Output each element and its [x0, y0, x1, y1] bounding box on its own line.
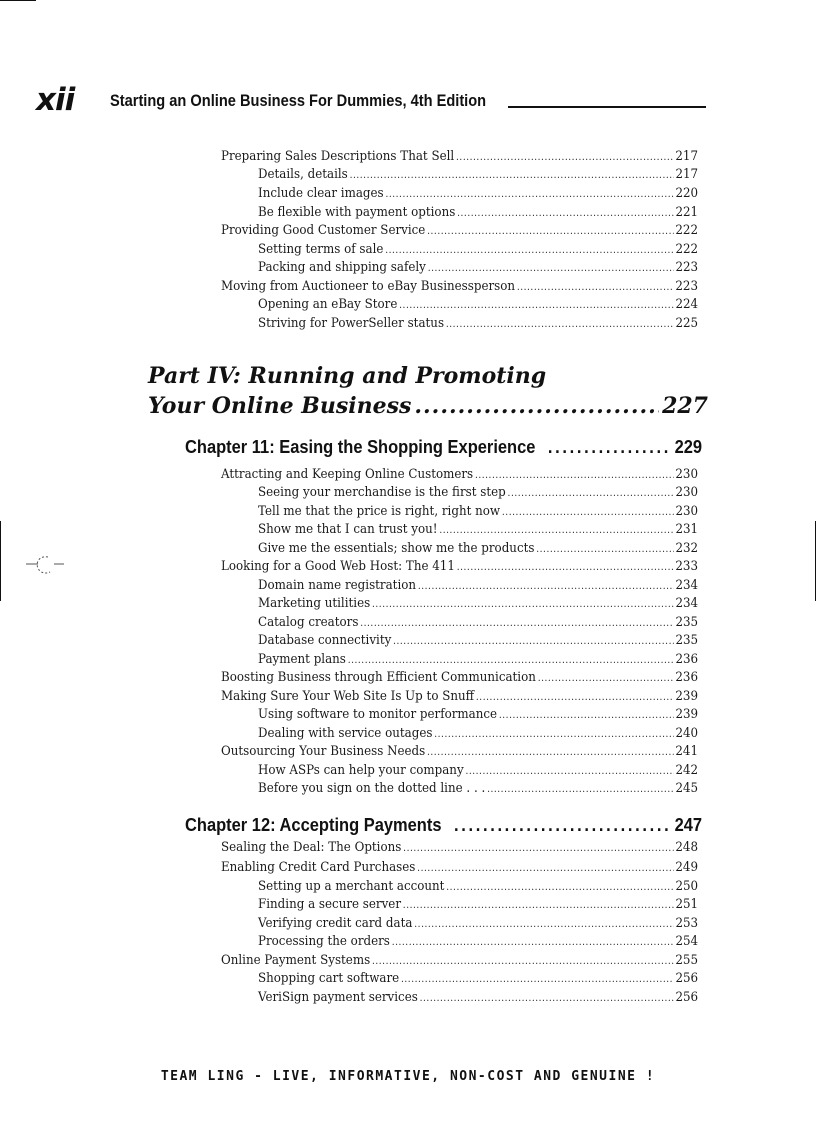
toc-entry[interactable]: Include clear images ..... 220 — [258, 185, 698, 203]
toc-entry[interactable]: How ASPs can help your company ..... 242 — [258, 762, 698, 780]
toc-entry[interactable]: Domain name registration ..... 234 — [258, 577, 698, 595]
toc-entry[interactable]: Moving from Auctioneer to eBay Businessperson ..... 223 — [221, 278, 698, 296]
toc-entry[interactable]: Before you sign on the dotted line . . . ..... 245 — [258, 780, 698, 798]
toc-entry[interactable]: VeriSign payment services ..... 256 — [258, 989, 698, 1007]
toc-entry[interactable]: Seeing your merchandise is the first step ..... 230 — [258, 484, 698, 502]
toc-entry[interactable]: Dealing with service outages ..... 240 — [258, 725, 698, 743]
toc-entry[interactable]: Catalog creators ..... 235 — [258, 614, 698, 632]
toc-entry[interactable]: Making Sure Your Web Site Is Up to Snuff ..... 239 — [221, 688, 698, 706]
toc-entry[interactable]: Online Payment Systems ..... 255 — [221, 952, 698, 970]
part-heading[interactable] — [148, 362, 708, 419]
toc-entry[interactable]: Verifying credit card data ..... 253 — [258, 915, 698, 933]
toc-entry[interactable]: Preparing Sales Descriptions That Sell ..... 217 — [221, 148, 698, 166]
toc-entry[interactable]: Tell me that the price is right, right now ..... 230 — [258, 503, 698, 521]
chapter-title: Chapter 12: Accepting Payments — [185, 814, 442, 835]
toc-entry[interactable]: Shopping cart software ..... 256 — [258, 970, 698, 988]
crop-mark-top — [0, 0, 36, 1]
part-title-line1: Part IV: Running and Promoting — [148, 363, 547, 389]
chapter-leader-dots — [454, 814, 671, 836]
book-title: Starting an Online Business For Dummies, 4th Edition — [110, 91, 487, 110]
toc-entry[interactable]: Database connectivity ..... 235 — [258, 632, 698, 650]
toc-entry[interactable]: Outsourcing Your Business Needs ..... 241 — [221, 743, 698, 761]
toc-entry[interactable]: Striving for PowerSeller status ..... 225 — [258, 315, 698, 333]
chapter-page-number: 247 — [674, 814, 703, 835]
part-page-number: 227 — [662, 393, 708, 419]
toc-entry[interactable]: Packing and shipping safely ..... 223 — [258, 259, 698, 277]
chapter-12-heading[interactable] — [185, 814, 702, 836]
part-leader-dots — [414, 392, 659, 420]
toc-entry[interactable]: Payment plans ..... 236 — [258, 651, 698, 669]
crop-mark-left — [0, 521, 1, 601]
toc-entry[interactable]: Give me the essentials; show me the products ..... 232 — [258, 540, 698, 558]
toc-entry[interactable]: Providing Good Customer Service ..... 222 — [221, 222, 698, 240]
chapter-page-number: 229 — [674, 436, 703, 457]
toc-entry[interactable]: Finding a secure server ..... 251 — [258, 896, 698, 914]
toc-entry[interactable]: Be flexible with payment options ..... 221 — [258, 204, 698, 222]
chapter-11-heading[interactable] — [185, 436, 702, 458]
chapter-title: Chapter 11: Easing the Shopping Experience — [185, 436, 536, 457]
running-header — [36, 82, 706, 122]
toc-entry[interactable]: Opening an eBay Store ..... 224 — [258, 296, 698, 314]
part-title-line2-text: Your Online Business — [148, 393, 412, 419]
toc-entry[interactable]: Show me that I can trust you! ..... 231 — [258, 521, 698, 539]
toc-entry[interactable]: Enabling Credit Card Purchases ..... 249 — [221, 859, 698, 877]
toc-entry[interactable]: Setting up a merchant account ..... 250 — [258, 878, 698, 896]
toc-entry[interactable]: Looking for a Good Web Host: The 411 ..... 233 — [221, 558, 698, 576]
toc-entry[interactable]: Details, details ..... 217 — [258, 166, 698, 184]
page-number: xii — [36, 82, 75, 118]
registration-mark-icon — [26, 553, 66, 575]
footer-watermark-text: TEAM LING - LIVE, INFORMATIVE, NON-COST AND GENUINE ! — [160, 1069, 656, 1084]
toc-entry[interactable]: Boosting Business through Efficient Communication ..... 236 — [221, 669, 698, 687]
toc-entry[interactable]: Processing the orders ..... 254 — [258, 933, 698, 951]
part-title-line2 — [148, 392, 708, 420]
header-rule — [508, 106, 706, 108]
toc-entry[interactable]: Setting terms of sale ..... 222 — [258, 241, 698, 259]
toc-entry[interactable]: Using software to monitor performance ..... 239 — [258, 706, 698, 724]
toc-entry[interactable]: Sealing the Deal: The Options ..... 248 — [221, 839, 698, 857]
toc-entry[interactable]: Marketing utilities ..... 234 — [258, 595, 698, 613]
chapter-leader-dots — [548, 436, 671, 458]
toc-entry[interactable]: Attracting and Keeping Online Customers ..... 230 — [221, 466, 698, 484]
